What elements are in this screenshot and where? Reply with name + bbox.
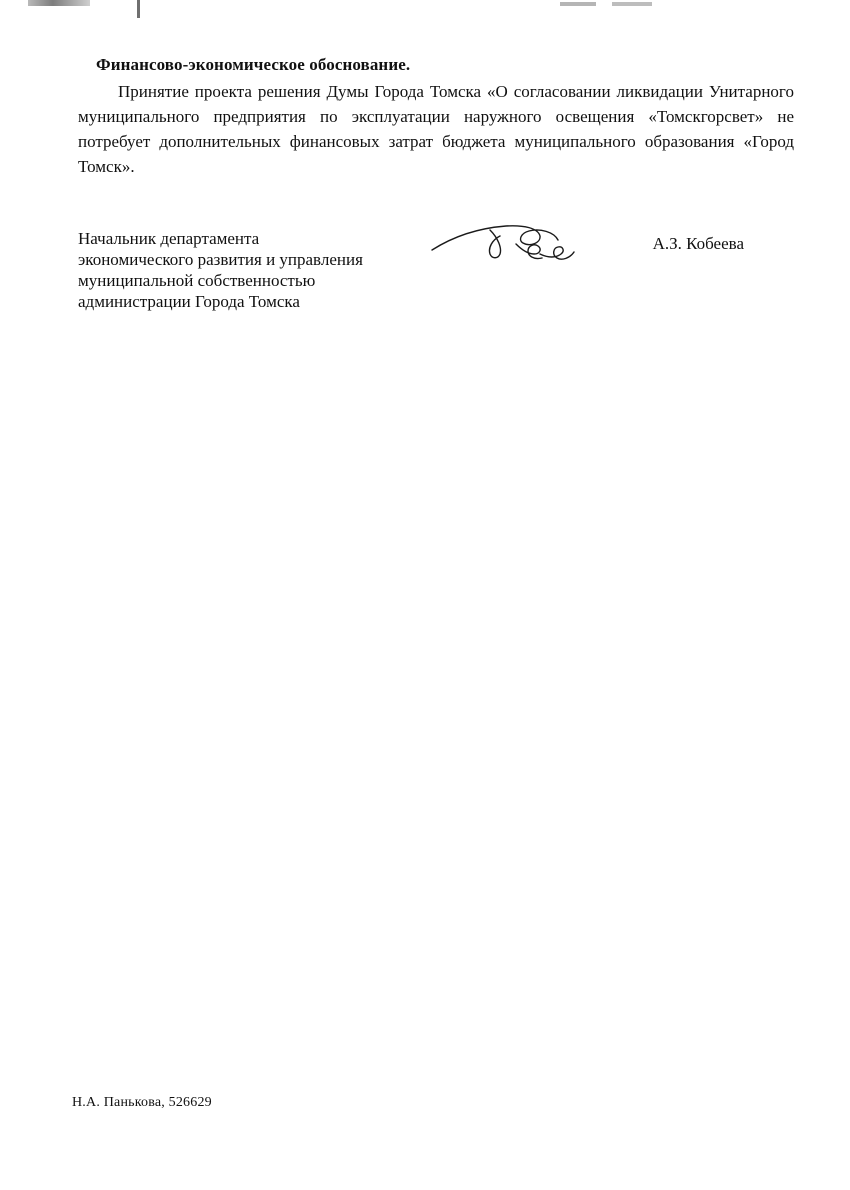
document-body [78, 55, 794, 179]
signatory-name: А.З. Кобеева [652, 234, 744, 253]
document-footer-contact: Н.А. Панькова, 526629 [72, 1095, 212, 1110]
page-title: Финансово-экономическое обоснование. [96, 55, 411, 74]
scan-artifact-dash-left-icon [560, 2, 596, 6]
signatory-title-line: администрации Города Томска [78, 292, 300, 311]
signature-block [78, 228, 794, 338]
scan-artifact-tick-icon [137, 0, 140, 18]
signatory-title-line: экономического развития и управления [78, 250, 363, 269]
signatory-title-line: Начальник департамента [78, 229, 260, 248]
scan-artifact-dash-right-icon [612, 2, 652, 6]
signatory-title [78, 228, 438, 312]
scan-artifact-smudge-icon [28, 0, 90, 6]
body-paragraph: Принятие проекта решения Думы Города Томска «О согласовании ликвидации Унитарного муниципального предприятия по эксплуатации наружного освещения «Томскгорсвет» не потребует дополнительных финансовых затрат бюджета муниципального образования «Город Томск». [78, 82, 794, 176]
handwritten-signature-icon [428, 216, 608, 278]
signatory-title-line: муниципальной собственностью [78, 271, 316, 290]
